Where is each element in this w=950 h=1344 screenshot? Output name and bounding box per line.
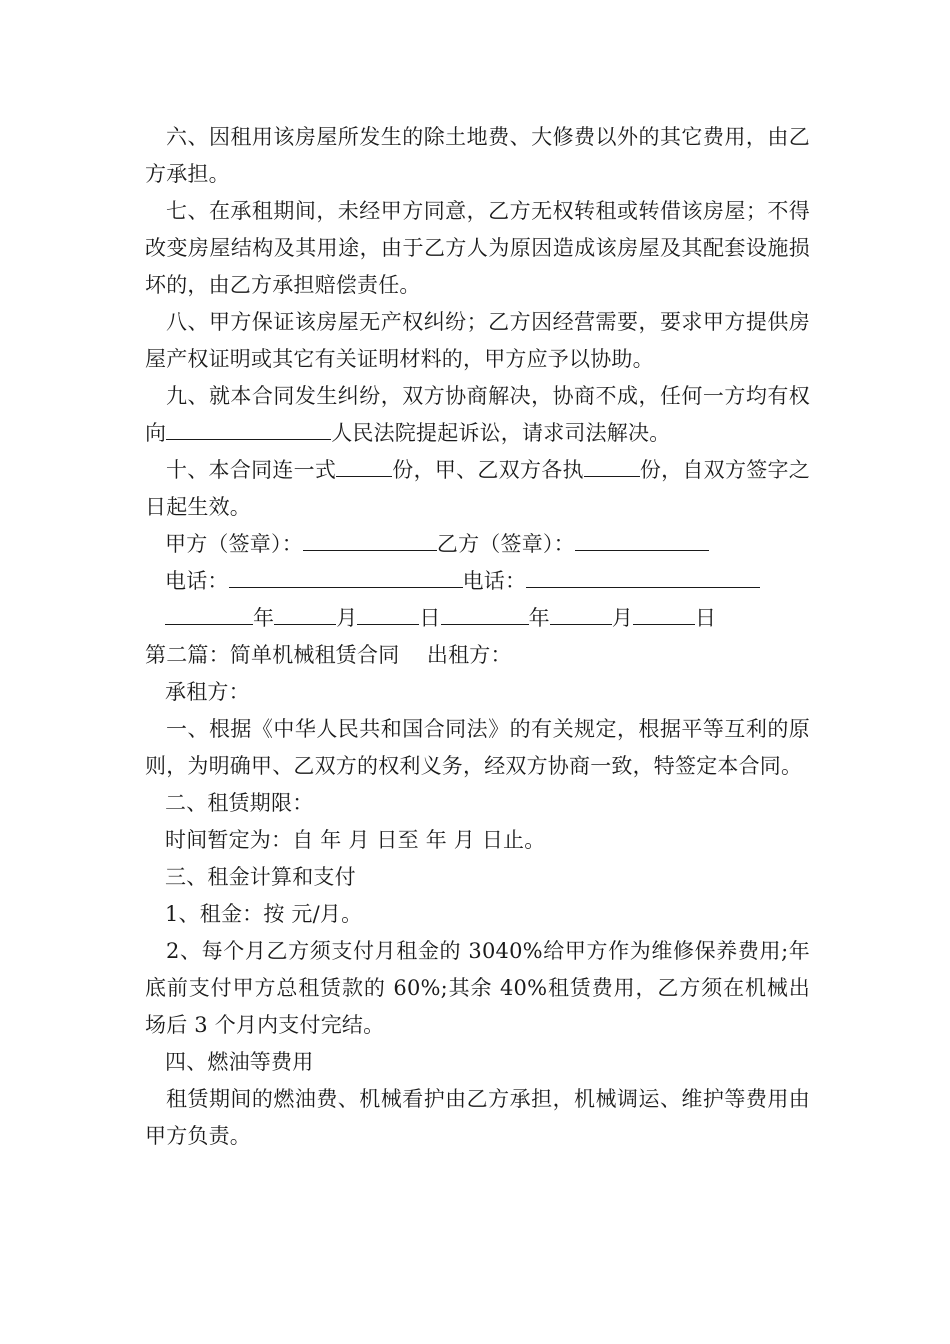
party-b-signature-blank (575, 528, 709, 551)
party-a-phone-blank (229, 565, 463, 588)
day-blank-2 (633, 602, 695, 625)
clause-c2-body: 时间暂定为：自 年 月 日至 年 月 日止。 (165, 828, 546, 852)
clause-9 (145, 378, 810, 452)
year-blank-2 (441, 602, 529, 625)
copies-total-blank (336, 454, 392, 477)
clause-c4-title: 四、燃油等费用 (165, 1050, 314, 1074)
clause-10-text-c: 份，自双方签字之日起生效。 (145, 458, 810, 519)
clause-10 (145, 452, 810, 526)
party-b-phone-blank (526, 565, 760, 588)
month-label-1: 月 (336, 606, 358, 630)
year-label-2: 年 (528, 606, 550, 630)
year-label-1: 年 (253, 606, 275, 630)
month-blank-2 (550, 602, 612, 625)
chapter-2-title: 第二篇：简单机械租赁合同 出租方： (145, 643, 512, 667)
month-label-2: 月 (611, 606, 634, 630)
clause-c1: 一、根据《中华人民共和国合同法》的有关规定，根据平等互利的原则，为明确甲、乙双方的权利义务，经双方协商一致，特签定本合同。 (145, 717, 810, 778)
day-label-1: 日 (419, 606, 441, 630)
clause-c3-title: 三、租金计算和支付 (165, 865, 356, 889)
clause-c4-body: 租赁期间的燃油费、机械看护由乙方承担，机械调运、维护等费用由甲方负责。 (145, 1087, 810, 1148)
clause-10-text-b: 份，甲、乙双方各执 (392, 458, 584, 482)
clause-8: 八、甲方保证该房屋无产权纠纷；乙方因经营需要，要求甲方提供房屋产权证明或其它有关证明材料的，甲方应予以协助。 (145, 310, 810, 371)
clause-9-text-b: 人民法院提起诉讼，请求司法解决。 (331, 421, 671, 445)
clause-7: 七、在承租期间，未经甲方同意，乙方无权转租或转借该房屋；不得改变房屋结构及其用途，由于乙方人为原因造成该房屋及其配套设施损坏的，由乙方承担赔偿责任。 (145, 199, 810, 297)
document-body (145, 119, 810, 1155)
party-a-signature-blank (303, 528, 437, 551)
court-blank (166, 417, 331, 440)
clause-9-text-a: 九、就本合同发生纠纷，双方协商解决，协商不成，任何一方均有权向 (145, 384, 810, 445)
clause-c3-1: 1、租金：按 元/月。 (165, 902, 363, 926)
phone-line (145, 563, 810, 600)
party-b-phone-label: 电话： (462, 569, 527, 593)
party-b-signature-label: 乙方（签章）： (436, 532, 575, 556)
date-line (145, 600, 810, 637)
day-label-2: 日 (695, 606, 717, 630)
clause-c2-title: 二、租赁期限： (165, 791, 314, 815)
clause-c3-2: 2、每个月乙方须支付月租金的 3040%给甲方作为维修保养费用;年底前支付甲方总租赁款的 60%;其余 40%租赁费用，乙方须在机械出场后 3 个月内支付完结。 (145, 939, 810, 1037)
clause-6: 六、因租用该房屋所发生的除土地费、大修费以外的其它费用，由乙方承担。 (145, 125, 810, 186)
party-a-signature-label: 甲方（签章）： (165, 532, 303, 556)
party-a-phone-label: 电话： (165, 569, 229, 593)
lessee-label: 承租方： (165, 680, 250, 704)
day-blank-1 (357, 602, 419, 625)
copies-each-blank (584, 454, 640, 477)
signature-line (145, 526, 810, 563)
month-blank-1 (274, 602, 336, 625)
clause-10-text-a: 十、本合同连一式 (166, 458, 337, 482)
year-blank-1 (165, 602, 253, 625)
